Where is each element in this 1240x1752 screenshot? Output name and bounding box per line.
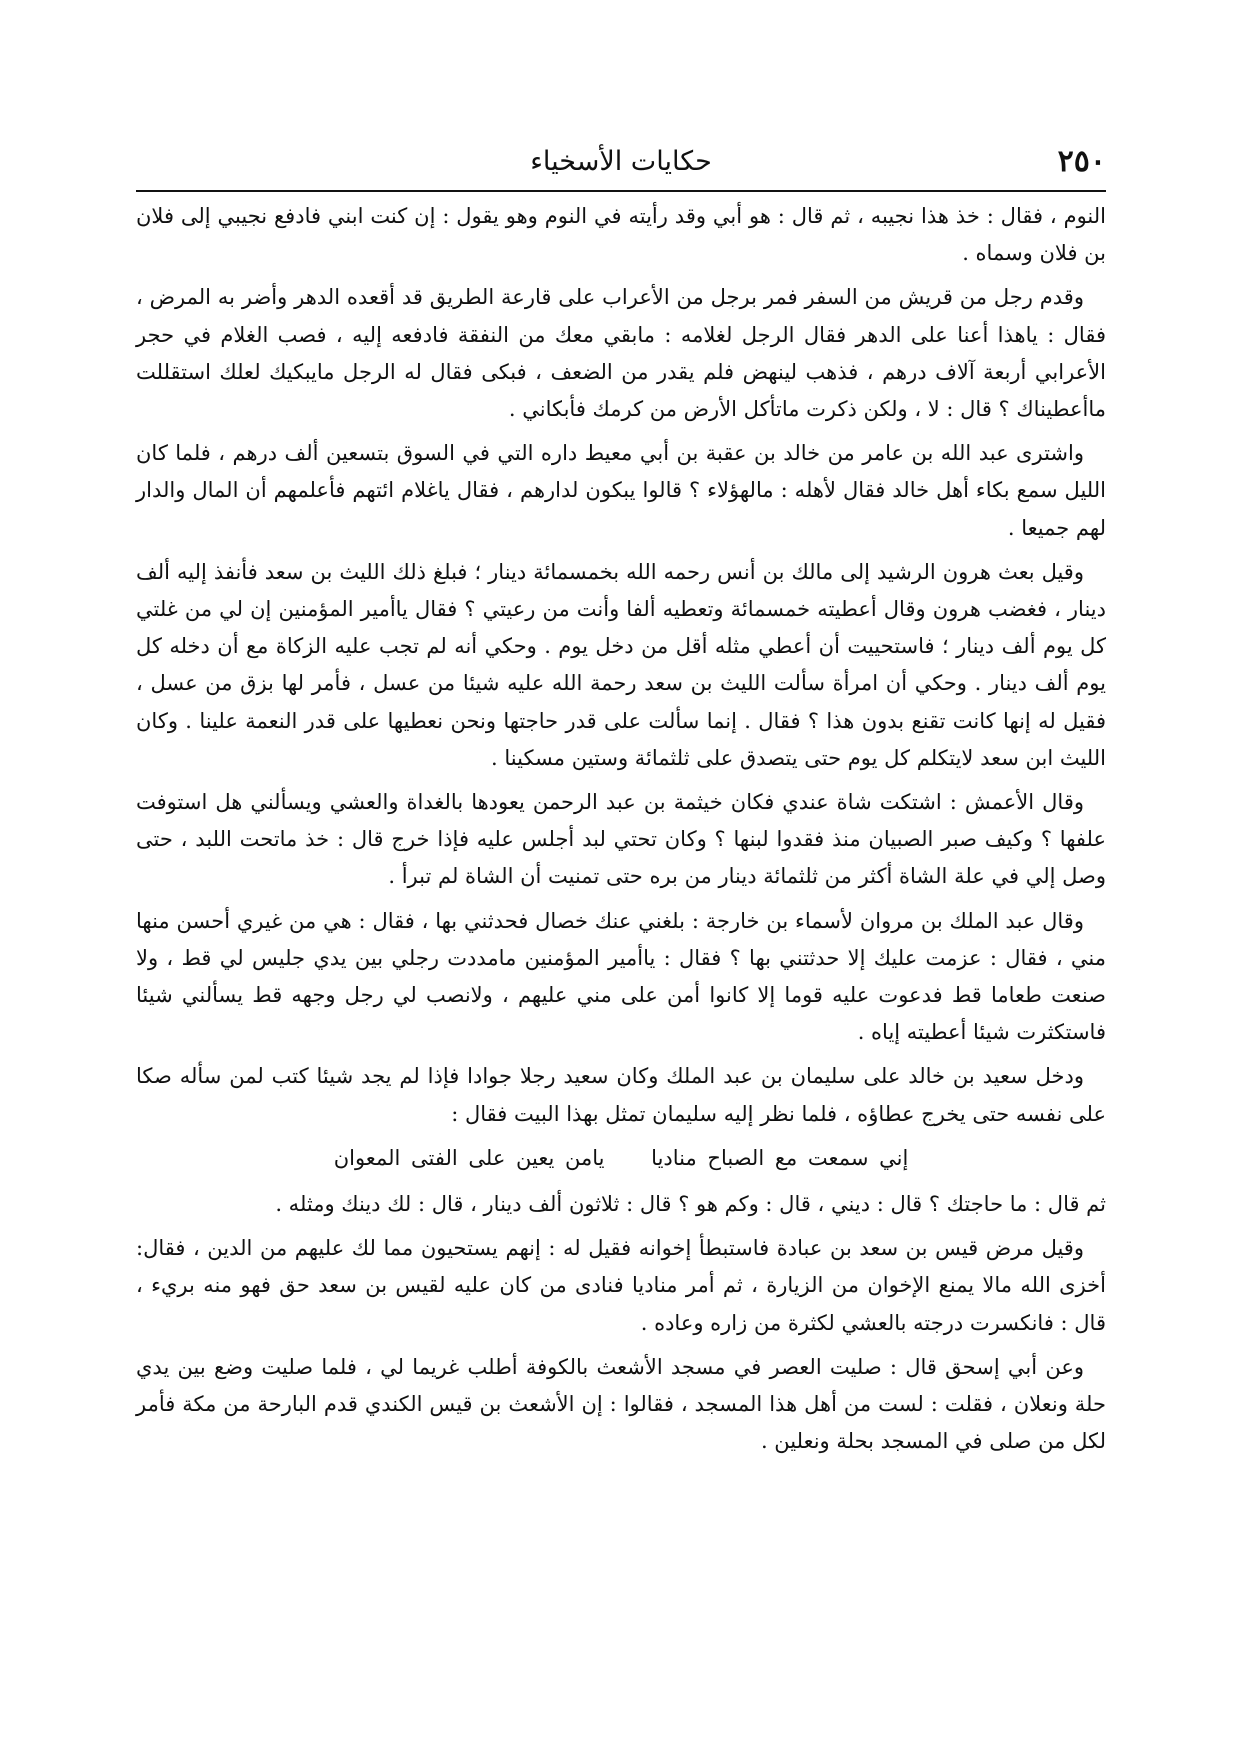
page-header — [136, 136, 1106, 186]
paragraph-abu-ishaq: وعن أبي إسحق قال : صليت العصر في مسجد الأشعث بالكوفة أطلب غريما لي ، فلما صليت وضع بين يدي حلة ونعلان ، فقلت : لست من أهل هذا المسجد ، فقالوا : إن الأشعث بن قيس الكندي قدم البارحة من مكة فأمر لكل من صلى في المسجد بحلة ونعلين . — [136, 1354, 1106, 1454]
paragraph-said-bin-khalid: ودخل سعيد بن خالد على سليمان بن عبد الملك وكان سعيد رجلا جوادا فإذا لم يجد شيئا كتب لمن سأله صكا على نفسه حتى يخرج عطاؤه ، فلما نظر إليه سليمان تمثل بهذا البيت فقال : — [136, 1064, 1106, 1126]
page-number: ٢٥٠ — [1057, 144, 1106, 179]
paragraph-continued: النوم ، فقال : خذ هذا نجيبه ، ثم قال : هو أبي وقد رأيته في النوم وهو يقول : إن كنت ابني فادفع نجيبي إلى فلان بن فلان وسماه . — [136, 204, 1106, 266]
body-text — [136, 198, 1106, 1468]
paragraph-al-amash: وقال الأعمش : اشتكت شاة عندي فكان خيثمة بن عبد الرحمن يعودها بالغداة والعشي ويسألني هل استوفت علفها ؟ وكيف صبر الصبيان منذ فقدوا لبنها ؟ وكان تحتي لبد أجلس عليه فإذا خرج قال : خذ ماتحت اللبد ، حتى وصل إلي في علة الشاة أكثر من ثلثمائة دينار من بره حتى تمنيت أن الشاة لم تبرأ . — [136, 790, 1106, 889]
paragraph-abd-al-malik: وقال عبد الملك بن مروان لأسماء بن خارجة : بلغني عنك خصال فحدثني بها ، فقال : هي من غيري أحسن منها مني ، فقال : عزمت عليك إلا حدثتني بها ؟ فقال : ياأمير المؤمنين مامددت رجلي بين يدي جليس لي قط ، ولا صنعت طعاما قط فدعوت عليه قوما إلا كانوا أمن على مني عليهم ، ولانصب لي رجل وجهه قط يسألني شيئا فاستكثرت شيئا أعطيته إياه . — [136, 908, 1106, 1045]
running-title: حكايات الأسخياء — [530, 146, 712, 177]
paragraph-abdullah-bin-amir: واشترى عبد الله بن عامر من خالد بن عقبة بن أبي معيط داره التي في السوق بتسعين ألف درهم ، فلما كان الليل سمع بكاء أهل خالد فقال لأهله : مالهؤلاء ؟ قالوا يبكون لدارهم ، فقال ياغلام ائتهم فأعلمهم أن المال والدار لهم جميعا . — [136, 441, 1106, 540]
paragraph-qurashi-and-bedouin: وقدم رجل من قريش من السفر فمر برجل من الأعراب على قارعة الطريق قد أقعده الدهر وأضر به المرض ، فقال : ياهذا أعنا على الدهر فقال الرجل لغلامه : مابقي معك من النفقة فادفعه إليه ، فصب الغلام في حجر الأعرابي أربعة آلاف درهم ، فذهب لينهض فلم يقدر من الضعف ، فبكى فقال له الرجل مايبكيك لعلك استقللت ماأعطيناك ؟ قال : لا ، ولكن ذكرت ماتأكل الأرض من كرمك فأبكاني . — [136, 285, 1106, 422]
header-rule — [136, 190, 1106, 192]
verse-second-hemistich: يامن يعين على الفتى المعوان — [333, 1145, 605, 1170]
paragraph-qays-bin-saad: وقيل مرض قيس بن سعد بن عبادة فاستبطأ إخوانه فقيل له : إنهم يستحيون مما لك عليهم من الدين ، فقال: أخزى الله مالا يمنع الإخوان من الزيارة ، ثم أمر مناديا فنادى من كان عليه لقيس بن سعد حق فهو منه بريء ، قال : فانكسرت درجته بالعشي لكثرة من زاره وعاده . — [136, 1236, 1106, 1335]
paragraph-after-verse: ثم قال : ما حاجتك ؟ قال : ديني ، قال : وكم هو ؟ قال : ثلاثون ألف دينار ، قال : لك دينك ومثله . — [275, 1192, 1106, 1217]
poetry-verse — [136, 1140, 1106, 1177]
verse-first-hemistich: إني سمعت مع الصباح مناديا — [651, 1145, 909, 1170]
paragraph-layth-bin-saad: وقيل بعث هرون الرشيد إلى مالك بن أنس رحمه الله بخمسمائة دينار ؛ فبلغ ذلك الليث بن سعد فأنفذ إليه ألف دينار ، فغضب هرون وقال أعطيته خمسمائة وتعطيه ألفا وأنت من رعيتي ؟ فقال ياأمير المؤمنين إن لي من غلتي كل يوم ألف دينار ؛ فاستحييت أن أعطي مثله أقل من دخل يوم . وحكي أنه لم تجب عليه الزكاة مع أن دخله كل يوم ألف دينار . وحكي أن امرأة سألت الليث بن سعد رحمة الله عليه شيئا من عسل ، فأمر لها بزق من عسل ، فقيل له إنها كانت تقنع بدون هذا ؟ فقال . إنما سألت على قدر حاجتها ونحن نعطيها على قدر النعمة علينا . وكان الليث ابن سعد لايتكلم كل يوم حتى يتصدق على ثلثمائة وستين مسكينا . — [136, 559, 1106, 770]
